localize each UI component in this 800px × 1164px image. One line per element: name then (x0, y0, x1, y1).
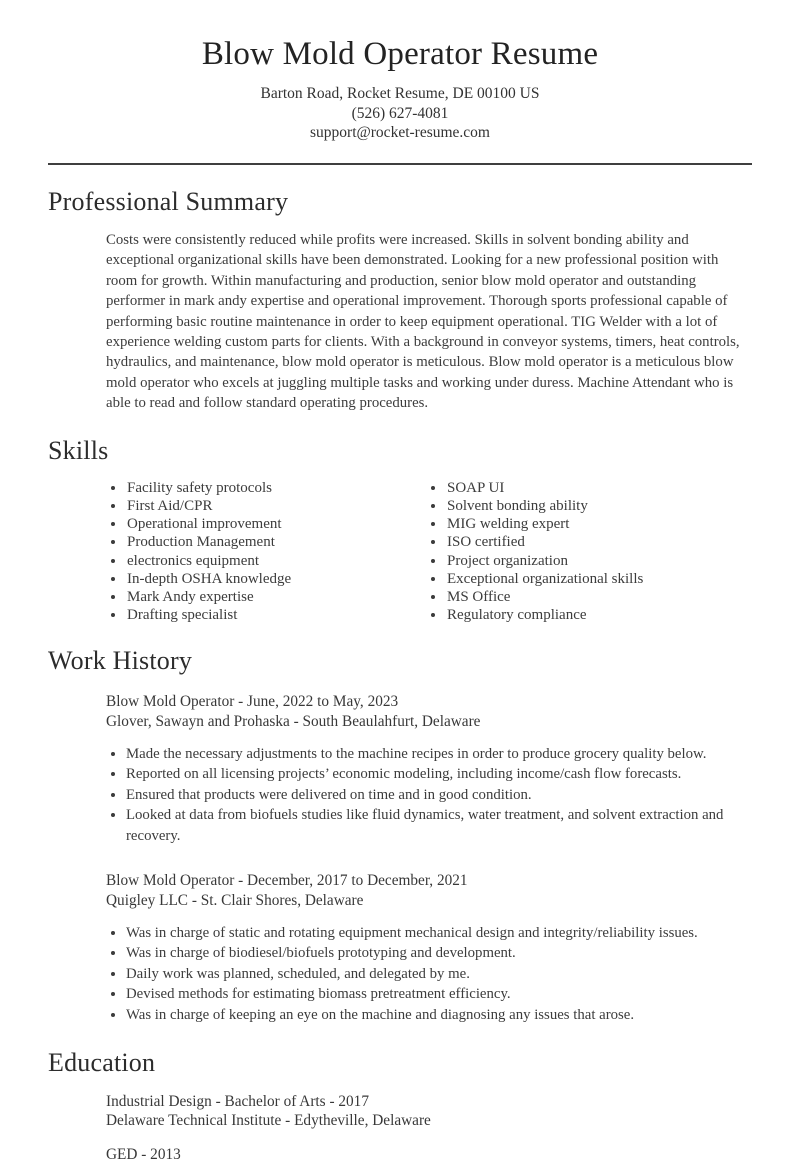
skill-item: • First Aid/CPR (126, 497, 400, 515)
header-divider (48, 163, 752, 165)
contact-address: Barton Road, Rocket Resume, DE 00100 US (260, 85, 540, 103)
skill-item: • MS Office (446, 588, 752, 606)
skill-item: • MIG welding expert (446, 515, 752, 533)
skill-item: • Facility safety protocols (126, 479, 400, 497)
education-school-line: Delaware Technical Institute - Edytheville, Delaware (106, 1112, 431, 1130)
job-bullet: • Was in charge of keeping an eye on the machine and diagnosing any issues that arose. (126, 1005, 752, 1026)
skill-item: • electronics equipment (126, 552, 400, 570)
summary-heading: Professional Summary (48, 186, 289, 216)
skill-item: • Exceptional organizational skills (446, 570, 752, 588)
contact-info (48, 84, 752, 143)
job-entry (48, 871, 752, 1026)
job-header (106, 692, 752, 732)
contact-phone: (526) 627-4081 (351, 104, 449, 122)
job-bullet-list (48, 744, 752, 847)
skill-item: • Mark Andy expertise (126, 588, 400, 606)
work-history-heading: Work History (48, 646, 193, 676)
job-bullet: • Devised methods for estimating biomass pretreatment efficiency. (126, 984, 752, 1005)
skill-item: • Regulatory compliance (446, 606, 752, 624)
job-bullet: • Was in charge of biodiesel/biofuels prototyping and development. (126, 943, 752, 964)
section-education (48, 1047, 752, 1164)
skills-column-right (400, 479, 752, 625)
job-header (106, 871, 752, 911)
section-work-history (48, 645, 752, 1025)
skill-list-right (400, 479, 752, 625)
resume-title: Blow Mold Operator Resume (201, 36, 599, 72)
job-title-line: Blow Mold Operator - December, 2017 to December, 2021 (106, 871, 468, 889)
job-title-line: Blow Mold Operator - June, 2022 to May, 2023 (106, 692, 399, 710)
skill-item: • Project organization (446, 552, 752, 570)
summary-text: Costs were consistently reduced while profits were increased. Skills in solvent bonding ability and exceptional organizational skills have been demonstrated. Looking for a new professional position with room for growth. Within manufacturing and production, senior blow mold operator and outstanding performer in mark andy expertise and operational improvement. Thorough sports professional capable of performing basic routine maintenance in order to keep equipment operational. TIG Welder with a lot of experience welding custom parts for clients. With a background in conveyor systems, timers, heat controls, hydraulics, and maintenance, blow mold operator is meticulous. Blow mold operator is a meticulous blow mold operator who excels at juggling multiple tasks and working under duress. Machine Attendant who is able to read and follow standard operating procedures. (106, 231, 740, 412)
skill-item: • Drafting specialist (126, 606, 400, 624)
job-bullet: • Daily work was planned, scheduled, and delegated by me. (126, 964, 752, 985)
education-degree-line: Industrial Design - Bachelor of Arts - 2017 (106, 1092, 369, 1110)
job-bullet: • Looked at data from biofuels studies like fluid dynamics, water treatment, and solvent extraction and recovery. (126, 805, 752, 846)
skill-item: • ISO certified (446, 533, 752, 551)
job-company-line: Quigley LLC - St. Clair Shores, Delaware (106, 891, 364, 909)
section-professional-summary (48, 186, 752, 414)
job-entry (48, 692, 752, 847)
skill-list-left (48, 479, 400, 625)
education-heading: Education (48, 1047, 156, 1077)
education-entry (106, 1092, 752, 1131)
resume-header (48, 34, 752, 143)
skill-item: • Production Management (126, 533, 400, 551)
section-skills (48, 435, 752, 625)
skill-item: • In-depth OSHA knowledge (126, 570, 400, 588)
education-degree-line: GED - 2013 (106, 1145, 181, 1163)
contact-email: support@rocket-resume.com (310, 124, 490, 142)
job-bullet: • Reported on all licensing projects’ economic modeling, including income/cash flow forecasts. (126, 764, 752, 785)
job-bullet: • Made the necessary adjustments to the machine recipes in order to produce grocery quality below. (126, 744, 752, 765)
job-bullet: • Ensured that products were delivered on time and in good condition. (126, 785, 752, 806)
skills-heading: Skills (48, 435, 109, 465)
skill-item: • Operational improvement (126, 515, 400, 533)
skill-item: • Solvent bonding ability (446, 497, 752, 515)
skill-item: • SOAP UI (446, 479, 752, 497)
skills-column-left (48, 479, 400, 625)
job-bullet-list (48, 923, 752, 1026)
job-company-line: Glover, Sawayn and Prohaska - South Beaulahfurt, Delaware (106, 712, 481, 730)
skills-columns (48, 479, 752, 625)
job-bullet: • Was in charge of static and rotating equipment mechanical design and integrity/reliability issues. (126, 923, 752, 944)
education-entry (106, 1145, 752, 1164)
